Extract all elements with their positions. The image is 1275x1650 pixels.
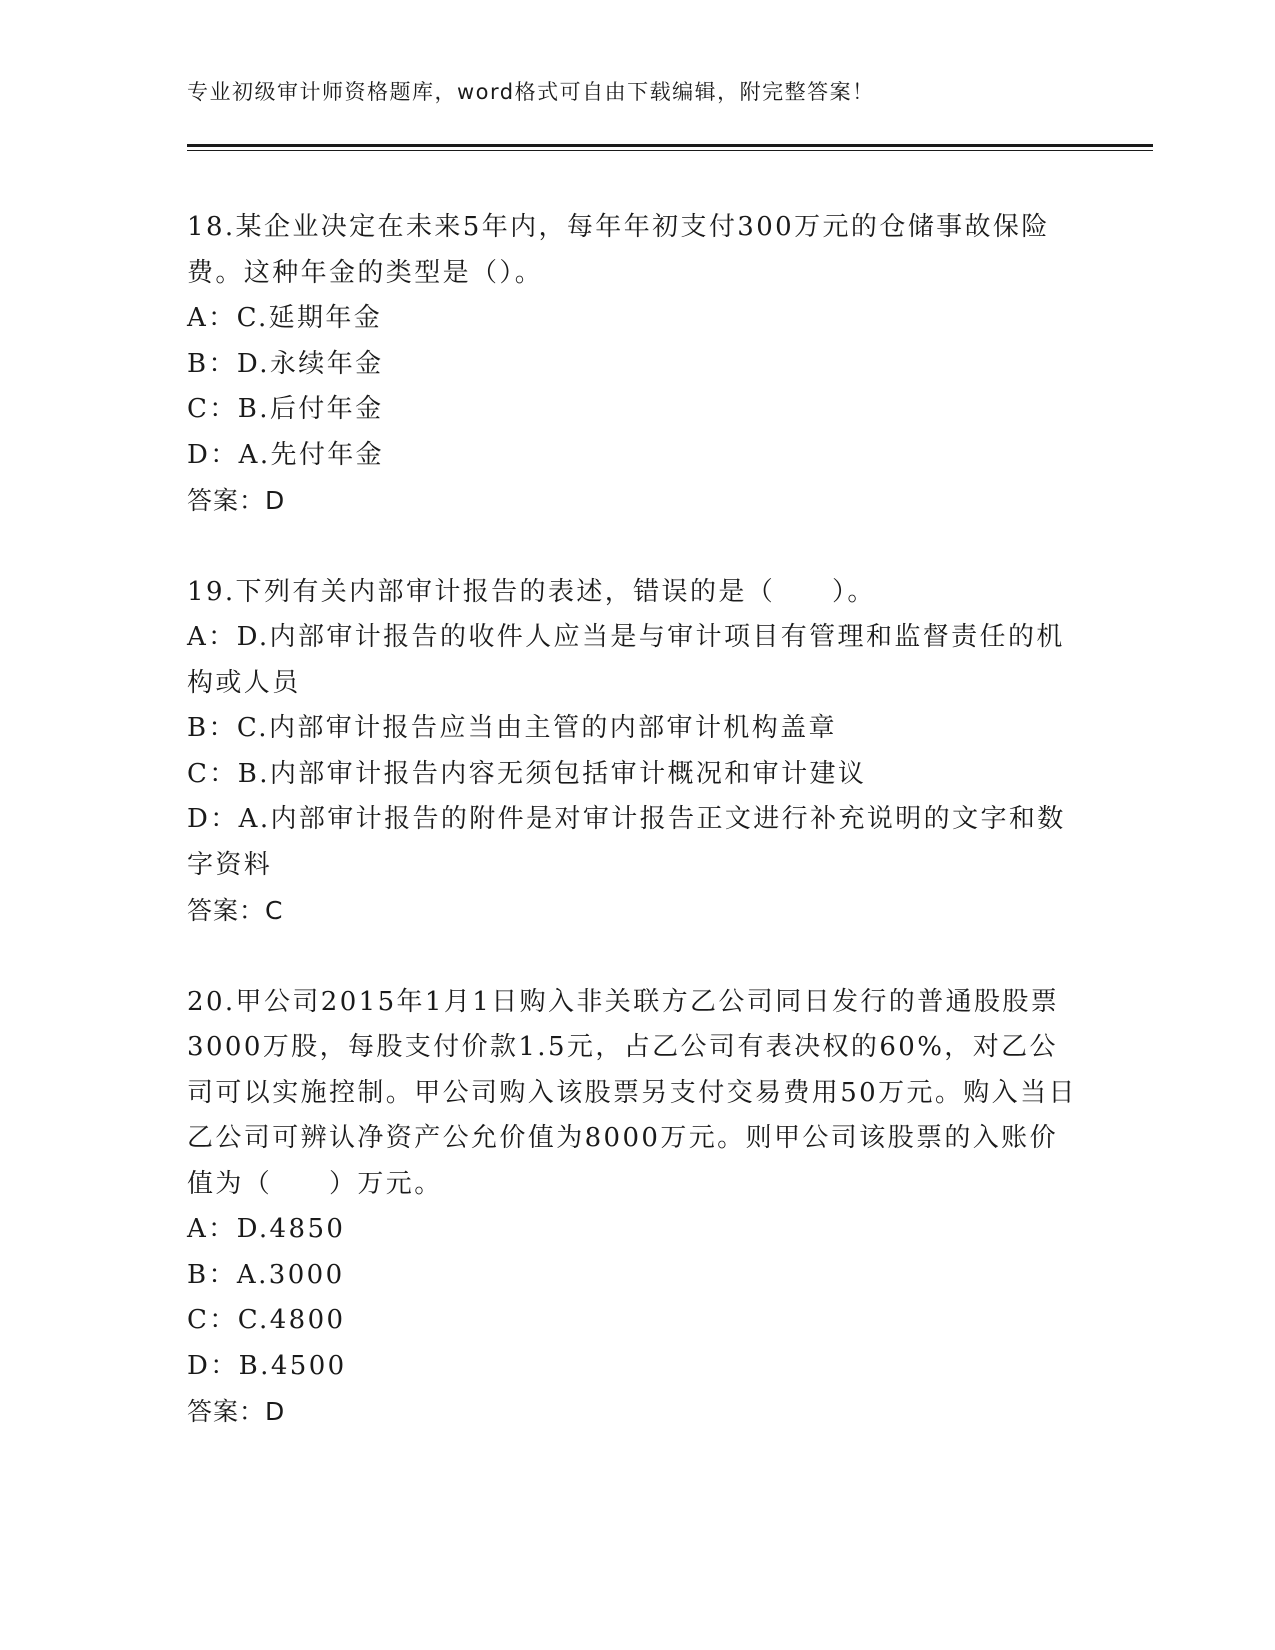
- option-a: A：D.4850: [187, 1214, 346, 1244]
- option-b: B：D.永续年金: [187, 348, 384, 379]
- option-b: B：C.内部审计报告应当由主管的内部审计机构盖章: [187, 713, 837, 743]
- option-c: C：B.后付年金: [187, 394, 384, 424]
- answer-label: 答案：D: [187, 1397, 286, 1426]
- option-d: D：A.先付年金: [187, 439, 385, 470]
- question-stem: 20.甲公司2015年1月1日购入非关联方乙公司同日发行的普通股股票3000万股，每股支付价款1.5元，占乙公司有表决权的60%，对乙公司可以实施控制。甲公司购入该股票另支付交易费用50万元。购入当日乙公司可辨认净资产公允价值为8000万元。则甲公司该股票的入账价值为（ ）万元。: [187, 986, 1077, 1199]
- question-stem: 18.某企业决定在未来5年内，每年年初支付300万元的仓储事故保险费。这种年金的类型是（）。: [187, 212, 1050, 288]
- option-d: D：A.内部审计报告的附件是对审计报告正文进行补充说明的文字和数字资料: [187, 804, 1066, 880]
- option-a: A：C.延期年金: [187, 303, 383, 333]
- answer-label: 答案：D: [187, 486, 286, 515]
- option-d: D：B.4500: [187, 1350, 347, 1381]
- page-header: 专业初级审计师资格题库，word格式可自由下载编辑，附完整答案！: [187, 80, 875, 104]
- question-18: [187, 205, 1077, 524]
- header-rule-thick: [187, 144, 1153, 147]
- option-b: B：A.3000: [187, 1259, 345, 1290]
- question-list: [187, 205, 1077, 1481]
- question-19: [187, 570, 1077, 934]
- question-20: [187, 980, 1077, 1435]
- header-rule-thin: [187, 150, 1153, 151]
- option-c: C：C.4800: [187, 1305, 346, 1335]
- question-stem: 19.下列有关内部审计报告的表述，错误的是（ ）。: [187, 576, 876, 607]
- option-c: C：B.内部审计报告内容无须包括审计概况和审计建议: [187, 758, 867, 789]
- option-a: A：D.内部审计报告的收件人应当是与审计项目有管理和监督责任的机构或人员: [187, 622, 1065, 698]
- answer-label: 答案：C: [187, 896, 284, 925]
